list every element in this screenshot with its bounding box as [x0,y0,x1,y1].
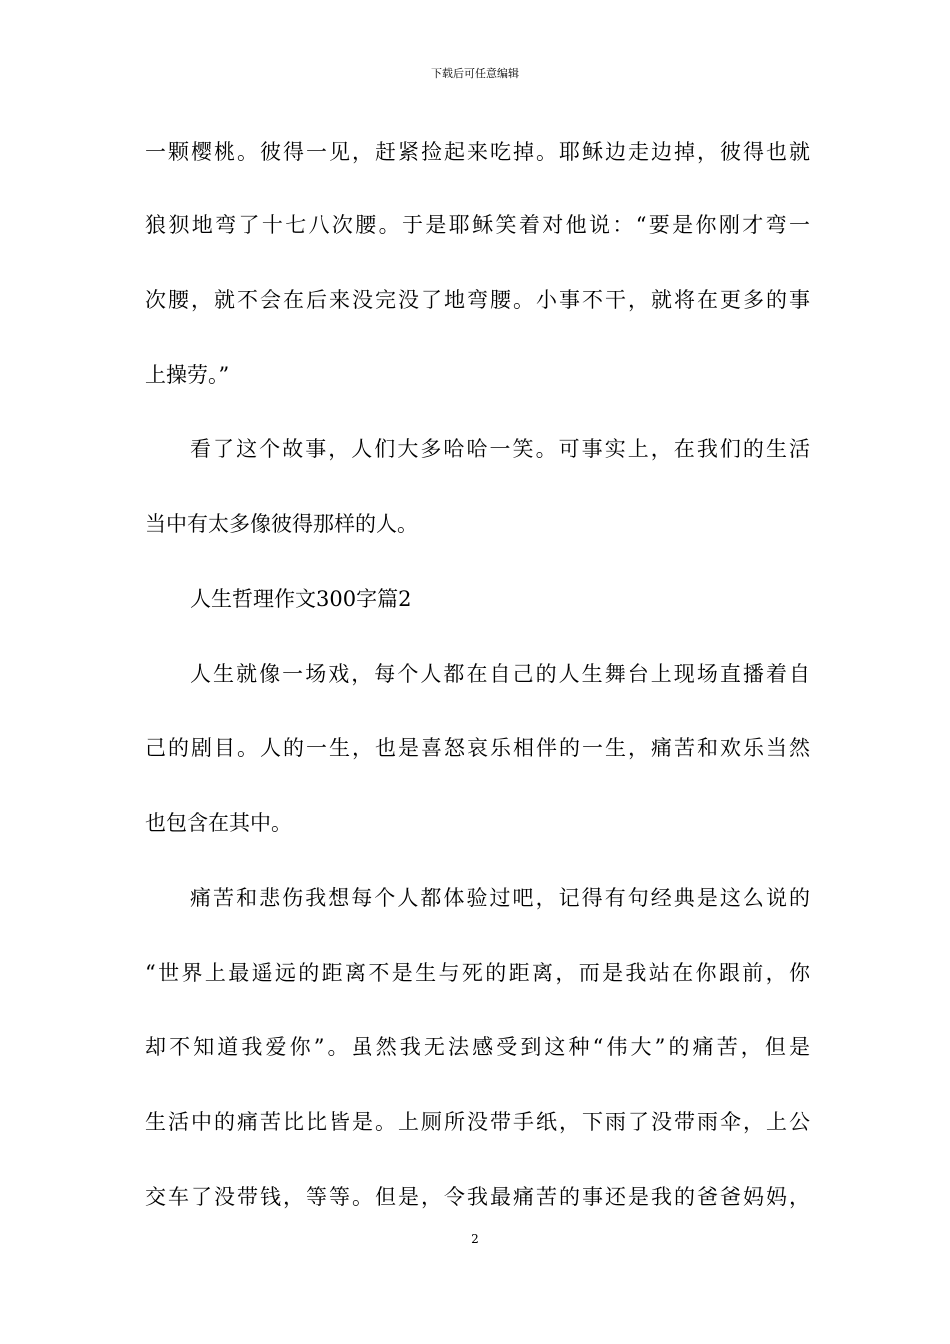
text-line: 也包含在其中。 [145,811,292,835]
text-line: 当中有太多像彼得那样的人。 [145,512,418,536]
text-line: 狼狈地弯了十七八次腰。于是耶稣笑着对他说：“要是你刚才弯一 [145,213,810,237]
text-line: 己的剧目。人的一生，也是喜怒哀乐相伴的一生，痛苦和欢乐当然 [145,736,810,760]
text-line: 一颗樱桃。彼得一见，赶紧捡起来吃掉。耶稣边走边掉，彼得也就 [145,140,810,164]
text-line: “世界上最遥远的距离不是生与死的距离，而是我站在你跟前，你 [145,961,810,985]
text-line: 交车了没带钱，等等。但是，令我最痛苦的事还是我的爸爸妈妈， [145,1185,810,1209]
section-heading: 人生哲理作文300字篇2 [190,587,412,611]
text-line: 次腰，就不会在后来没完没了地弯腰。小事不干，就将在更多的事 [145,288,810,312]
text-line: 看了这个故事，人们大多哈哈一笑。可事实上，在我们的生活 [190,437,810,461]
page-header: 下载后可任意编辑 [431,67,519,80]
text-line: 却不知道我爱你”。虽然我无法感受到这种“伟大”的痛苦，但是 [145,1035,810,1059]
page-number: 2 [471,1232,479,1246]
text-line: 痛苦和悲伤我想每个人都体验过吧，记得有句经典是这么说的 [190,886,810,910]
text-line: 人生就像一场戏，每个人都在自己的人生舞台上现场直播着自 [190,662,810,686]
text-line: 上操劳。” [145,363,230,387]
text-line: 生活中的痛苦比比皆是。上厕所没带手纸，下雨了没带雨伞，上公 [145,1110,810,1134]
